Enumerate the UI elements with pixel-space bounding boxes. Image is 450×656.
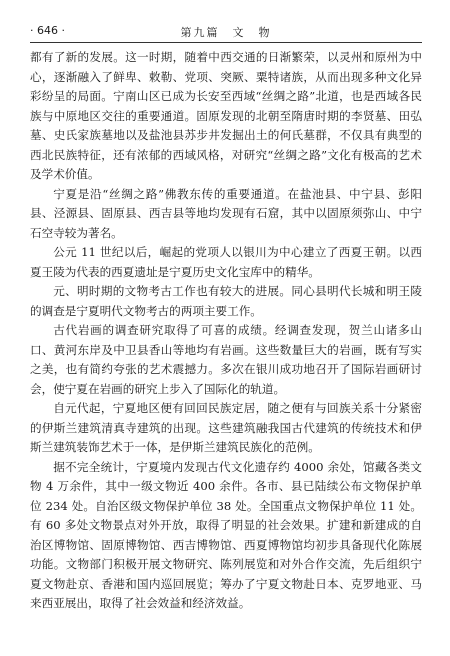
paragraph-yuan-ming: 元、明时期的文物考古工作也有较大的进展。同心县明代长城和明王陵的调查是宁夏明代文物考古的两项主要工作。 [30, 284, 422, 318]
running-header [30, 20, 422, 43]
paragraph-western-xia: 公元 11 世纪以后，崛起的党项人以银川为中心建立了西夏王朝。以西夏王陵为代表的西夏遗址是宁夏历史文化宝库中的精华。 [30, 245, 422, 279]
paragraph-silk-road-buddhism: 宁夏是沿“丝绸之路”佛教东传的重要通道。在盐池县、中宁县、彭阳县、泾源县、固原县、西吉县等地均发现有石窟，其中以固原须弥山、中宁石空寺较为著名。 [30, 186, 422, 240]
paragraph-mosques: 自元代起，宁夏地区便有回回民族定居，随之便有与回族关系十分紧密的伊斯兰建筑清真寺建筑的出现。这些建筑融我国古代建筑的传统技术和伊斯兰建筑装饰艺术于一体，是伊斯兰建筑民族化的范例。 [30, 401, 422, 454]
paragraph-rock-art: 古代岩画的调查研究取得了可喜的成绩。经调查发现，贺兰山诸多山口、黄河东岸及中卫县香山等地均有岩画。这些数量巨大的岩画，既有写实之美，也有简约夸张的艺术震撼力。多次在银川成功地召开了国际岩画研讨会，使宁夏在岩画的研究上步入了国际化的轨道。 [30, 323, 422, 396]
paragraph-statistics: 据不完全统计，宁夏境内发现古代文化遗存约 4000 余处，馆藏各类文物 4 万余件，其中一级文物近 400 余件。各市、县已陆续公布文物保护单位 234 处。自治区级文物保护单位 38 处。全国重点文物保护单位 11 处。有 60 多处文物景点对外开放，取得了明显的社会效果。扩建和新建成的自治区博物馆、固原博物馆、西吉博物馆、西夏博物馆均初步具备现代化陈展功能。文物部门积极开展文物研究、陈列展览和对外合作交流，先后组织宁夏文物赴京、香港和国内巡回展览；筹办了宁夏文物赴日本、克罗地亚、马来西亚展出，取得了社会效益和经济效益。 [30, 459, 422, 610]
paragraph-continued: 都有了新的发展。这一时期，随着中西交通的日渐繁荣，以灵州和原州为中心，逐渐融入了鲜卑、敕勒、党项、突厥、粟特诸族，从而出现多种文化异彩纷呈的局面。宁南山区已成为长安至西域“丝绸之路”北道，也是西域各民族与中原地区交往的重要通道。固原发现的北朝至隋唐时期的李贤墓、田弘墓、史氏家族墓地以及盐池县苏步井发掘出土的何氏墓群，不仅具有典型的西北民族特征，还有浓郁的西域风格，对研究“丝绸之路”文化有极高的艺术及学术价值。 [30, 50, 422, 181]
body-text [30, 48, 422, 614]
chapter-title: 第九篇 文 物 [180, 26, 272, 39]
page-number: · 646 · [30, 24, 65, 37]
